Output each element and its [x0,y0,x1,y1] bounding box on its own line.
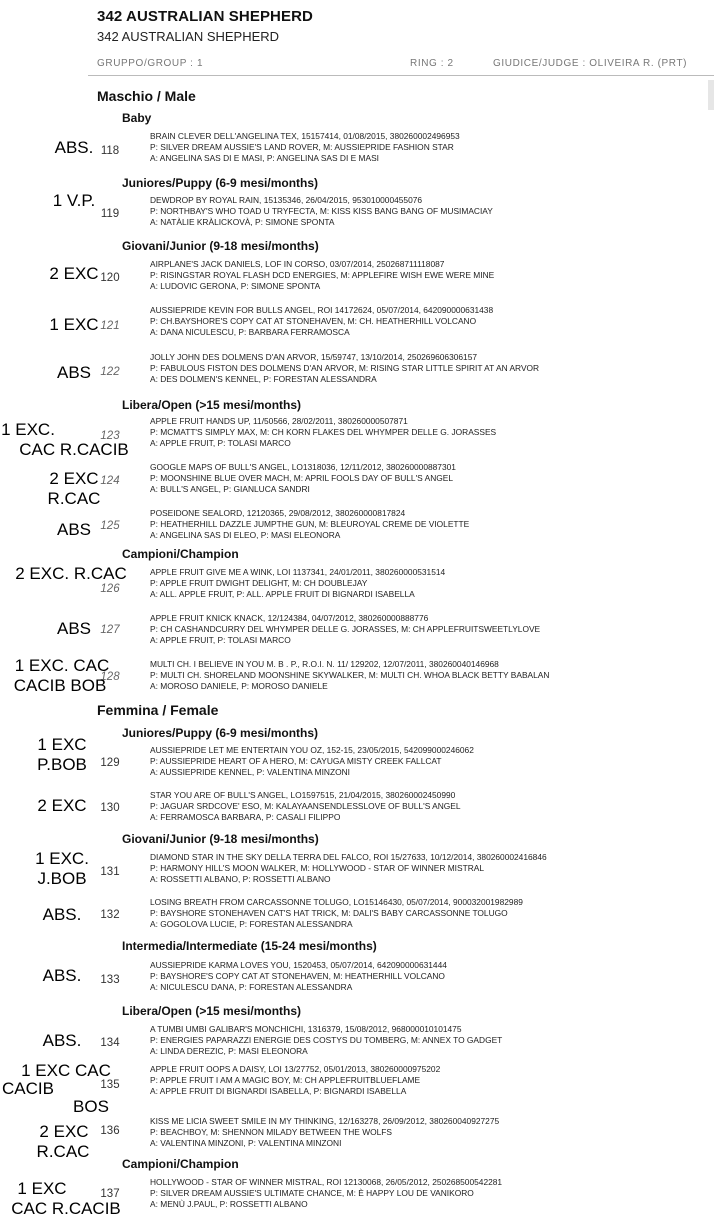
result-line: 2 EXC [37,796,87,815]
dog-name: KISS ME LICIA SWEET SMILE IN MY THINKING, 12/163278, 26/09/2012, 380260040927275 [150,1116,500,1126]
result-line: CACIB [2,1079,54,1098]
entry-number: 125 [100,520,120,532]
entry-number: 132 [100,909,120,921]
class-heading: Libera/Open (>15 mesi/months) [122,398,302,412]
dog-owner: A: GOGOLOVA LUCIE, P: FORESTAN ALESSANDRA [150,918,353,929]
entry-details [150,897,523,929]
dog-parents: P: BAYSHORE STONEHAVEN CAT'S HAT TRICK, M: DALI'S BABY CARCASSONNE TOLUGO [150,907,508,918]
entry-result [0,619,148,639]
dog-parents: P: AUSSIEPRIDE HEART OF A HERO, M: CAYUGA MISTY CREEK FALLCAT [150,755,442,766]
entry-number: 119 [100,208,120,220]
entry-number: 136 [100,1125,120,1137]
result-line: ABS [56,520,92,539]
group-label: GRUPPO/GROUP : 1 [97,58,204,69]
class-heading: Campioni/Champion [122,1157,239,1171]
entry-number: 127 [100,624,120,636]
entry-details [150,131,460,163]
dog-owner: A: NICULESCU DANA, P: FORESTAN ALESSANDRA [150,981,353,992]
result-line: 1 V.P. [52,191,96,210]
result-line: 2 EXC. R.CAC [15,564,127,583]
result-line: CACIB BOB [13,676,107,695]
dog-owner: A: ANGELINA SAS DI E MASI, P: ANGELINA SAS DI E MASI [150,152,379,163]
class-heading: Juniores/Puppy (6-9 mesi/months) [122,726,319,740]
entry-details [150,567,445,599]
entry-details [150,659,549,691]
entry-result [0,966,148,986]
entry-details [150,352,539,384]
class-heading: Libera/Open (>15 mesi/months) [122,1004,302,1018]
dog-name: AUSSIEPRIDE LET ME ENTERTAIN YOU OZ, 152-15, 23/05/2015, 542099000246062 [150,745,474,755]
result-line: CAC R.CACIB [11,1199,121,1218]
entry-result [0,735,148,775]
entry-details [150,416,496,448]
entry-result [0,363,148,383]
dog-owner: A: ROSSETTI ALBANO, P: ROSSETTI ALBANO [150,873,331,884]
entry-number: 135 [100,1079,120,1091]
entry-details [150,1064,440,1096]
dog-parents: P: SILVER DREAM AUSSIE'S ULTIMATE CHANCE, M: È HAPPY LOU DE VANIKORO [150,1187,474,1198]
entry-number: 133 [100,974,120,986]
entry-details [150,960,447,992]
result-line: 1 EXC [17,1179,67,1198]
result-line: CAC R.CACIB [19,440,129,459]
result-line: 1 EXC [37,735,87,754]
dog-name: BRAIN CLEVER DELL'ANGELINA TEX, 15157414, 01/08/2015, 380260002496953 [150,131,460,141]
entry-result [0,656,148,696]
result-line: ABS [56,363,92,382]
result-line: 2 EXC [49,469,99,488]
entry-details [150,508,469,540]
entry-number: 137 [100,1188,120,1200]
ring-label: RING : 2 [410,58,454,69]
result-line: 1 EXC. [1,420,55,439]
entry-result [0,469,148,509]
dog-name: JOLLY JOHN DES DOLMENS D'AN ARVOR, 15/59747, 13/10/2014, 250269606306157 [150,352,478,362]
result-line: 1 EXC. [35,849,89,868]
entry-details [150,745,474,777]
dog-parents: P: JAGUAR SRDCOVE' ESO, M: KALAYAANSENDLESSLOVE OF BULL'S ANGEL [150,800,461,811]
dog-parents: P: APPLE FRUIT DWIGHT DELIGHT, M: CH DOUBLEJAY [150,577,368,588]
section-female: Femmina / Female [97,702,219,718]
entry-number: 134 [100,1037,120,1049]
result-line: 1 EXC [49,315,99,334]
dog-owner: A: APPLE FRUIT, P: TOLASI MARCO [150,634,291,645]
dog-parents: P: BEACHBOY, M: SHENNON MILADY BETWEEN THE WOLFS [150,1126,392,1137]
entry-result [0,905,148,925]
dog-owner: A: AUSSIEPRIDE KENNEL, P: VALENTINA MINZONI [150,766,350,777]
entry-result [0,1031,148,1051]
dog-name: AIRPLANE'S JACK DANIELS, LOF IN CORSO, 03/07/2014, 250268711118087 [150,259,445,269]
entry-result [0,264,148,284]
entry-details [150,1024,502,1056]
entry-number: 128 [100,671,120,683]
entry-details [150,462,456,494]
dog-owner: A: BULL'S ANGEL, P: GIANLUCA SANDRI [150,483,310,494]
entry-result [0,191,148,211]
dog-owner: A: ANGELINA SAS DI ELEO, P: MASI ELEONORA [150,529,341,540]
result-line: ABS. [54,138,94,157]
entry-number: 123 [100,430,120,442]
dog-owner: A: MOROSO DANIELE, P: MOROSO DANIELE [150,680,328,691]
dog-parents: P: ENERGIES PAPARAZZI ENERGIE DES COSTYS DU TOMBERG, M: ANNEX TO GADGET [150,1034,503,1045]
dog-parents: P: APPLE FRUIT I AM A MAGIC BOY, M: CH APPLEFRUITBLUEFLAME [150,1074,421,1085]
entry-result [0,520,148,540]
entry-number: 120 [100,272,120,284]
dog-parents: P: SILVER DREAM AUSSIE'S LAND ROVER, M: AUSSIEPRIDE FASHION STAR [150,141,454,152]
result-line: 2 EXC [49,264,99,283]
class-heading: Intermedia/Intermediate (15-24 mesi/months) [122,939,377,953]
entry-number: 124 [100,475,120,487]
dog-name: DEWDROP BY ROYAL RAIN, 15135346, 26/04/2015, 953010000455076 [150,195,423,205]
result-line: P.BOB [37,755,87,774]
result-line: 2 EXC [39,1122,89,1141]
judge-label: GIUDICE/JUDGE : OLIVEIRA R. (PRT) [493,58,688,69]
entry-number: 122 [100,366,120,378]
dog-parents: P: MULTI CH. SHORELAND MOONSHINE SKYWALKER, M: MULTI CH. WHOA BLACK BETTY BABALAN [150,669,550,680]
dog-owner: A: FERRAMOSCA BARBARA, P: CASALI FILIPPO [150,811,341,822]
result-line: R.CAC [36,1142,90,1161]
dog-owner: A: DANA NICULESCU, P: BARBARA FERRAMOSCA [150,326,350,337]
class-heading: Giovani/Junior (9-18 mesi/months) [122,832,319,846]
dog-owner: A: VALENTINA MINZONI, P: VALENTINA MINZONI [150,1137,342,1148]
dog-name: A TUMBI UMBI GALIBAR'S MONCHICHI, 1316379, 15/08/2012, 968000010101475 [150,1024,462,1034]
class-heading: Campioni/Champion [122,547,239,561]
dog-owner: A: LINDA DEREZIC, P: MASI ELEONORA [150,1045,308,1056]
result-line: ABS. [42,966,82,985]
result-line: 1 EXC. CAC [14,656,110,675]
entry-details [150,1116,499,1148]
dog-name: MULTI CH. I BELIEVE IN YOU M. B . P., R.O.I. N. 11/ 129202, 12/07/2011, 380260040146968 [150,659,499,669]
entry-result [0,138,148,158]
section-male: Maschio / Male [97,88,196,104]
entry-details [150,305,493,337]
entry-result [0,420,148,460]
dog-name: APPLE FRUIT HANDS UP, 11/50566, 28/02/2011, 380260000507871 [150,416,408,426]
dog-name: HOLLYWOOD - STAR OF WINNER MISTRAL, ROI 12130068, 26/05/2012, 250268500542281 [150,1177,503,1187]
dog-owner: A: ALL. APPLE FRUIT, P: ALL. APPLE FRUIT DI BIGNARDI ISABELLA [150,588,415,599]
entry-details [150,613,540,645]
entry-details [150,790,461,822]
entry-number: 126 [100,583,120,595]
result-line: 1 EXC CAC [21,1061,111,1080]
dog-name: APPLE FRUIT OOPS A DAISY, LOI 13/27752, 05/01/2013, 380260000975202 [150,1064,441,1074]
entry-details [150,195,493,227]
entry-result [0,796,148,816]
dog-owner: A: DES DOLMEN'S KENNEL, P: FORESTAN ALESSANDRA [150,373,377,384]
dog-owner: A: NATÀLIE KRÀLICKOVÀ, P: SIMONE SPONTA [150,216,335,227]
breed-subtitle: 342 AUSTRALIAN SHEPHERD [97,29,280,44]
dog-owner: A: MENÙ J.PAUL, P: ROSSETTI ALBANO [150,1198,308,1209]
dog-name: APPLE FRUIT KNICK KNACK, 12/124384, 04/07/2012, 380260000888776 [150,613,429,623]
dog-name: APPLE FRUIT GIVE ME A WINK, LOI 1137341, 24/01/2011, 380260000531514 [150,567,446,577]
dog-parents: P: MCMATT'S SIMPLY MAX, M: CH KORN FLAKES DEL WHYMPER DELLE G. JORASSES [150,426,497,437]
dog-name: DIAMOND STAR IN THE SKY DELLA TERRA DEL FALCO, ROI 15/27633, 10/12/2014, 380260002416846 [150,852,547,862]
class-heading: Baby [122,111,152,125]
dog-parents: P: NORTHBAY'S WHO TOAD U TRYFECTA, M: KISS KISS BANG BANG OF MUSIMACIAY [150,205,493,216]
entry-details [150,259,494,291]
result-line: ABS. [42,1031,82,1050]
entry-result [0,315,148,335]
dog-owner: A: APPLE FRUIT, P: TOLASI MARCO [150,437,291,448]
entry-result [0,1179,148,1219]
dog-owner: A: APPLE FRUIT DI BIGNARDI ISABELLA, P: BIGNARDI ISABELLA [150,1085,407,1096]
dog-name: AUSSIEPRIDE KARMA LOVES YOU, 1520453, 05/07/2014, 642090000631444 [150,960,447,970]
dog-parents: P: RISINGSTAR ROYAL FLASH DCD ENERGIES, M: APPLEFIRE WISH EWE WERE MINE [150,269,495,280]
dog-name: GOOGLE MAPS OF BULL'S ANGEL, LO1318036, 12/11/2012, 380260000887301 [150,462,456,472]
dog-name: POSEIDONE SEALORD, 12120365, 29/08/2012, 380260000817824 [150,508,406,518]
dog-parents: P: CH.BAYSHORE'S COPY CAT AT STONEHAVEN, M: CH. HEATHERHILL VOLCANO [150,315,477,326]
entry-result [0,849,148,889]
dog-parents: P: HARMONY HILL'S MOON WALKER, M: HOLLYWOOD - STAR OF WINNER MISTRAL [150,862,484,873]
dog-parents: P: FABULOUS FISTON DES DOLMENS D'AN ARVOR, M: RISING STAR LITTLE SPIRIT AT AN ARVOR [150,362,540,373]
result-line: J.BOB [37,869,87,888]
dog-parents: P: MOONSHINE BLUE OVER MACH, M: APRIL FOOLS DAY OF BULL'S ANGEL [150,472,454,483]
dog-parents: P: BAYSHORE'S COPY CAT AT STONEHAVEN, M: HEATHERHILL VOLCANO [150,970,445,981]
entry-number: 130 [100,802,120,814]
entry-number: 121 [100,320,120,332]
dog-name: AUSSIEPRIDE KEVIN FOR BULLS ANGEL, ROI 14172624, 05/07/2014, 642090000631438 [150,305,494,315]
dog-parents: P: CH CASHANDCURRY DEL WHYMPER DELLE G. JORASSES, M: CH APPLEFRUITSWEETLYLOVE [150,623,541,634]
result-line: R.CAC [47,489,101,508]
entry-details [150,852,547,884]
dog-owner: A: LUDOVIC GERONA, P: SIMONE SPONTA [150,280,321,291]
header-divider [88,75,714,76]
page-edge-shadow [708,80,714,110]
entry-number: 129 [100,757,120,769]
result-line: BOS [73,1097,109,1116]
entry-result [0,564,148,584]
entry-details [150,1177,502,1209]
result-line: ABS. [42,905,82,924]
dog-name: LOSING BREATH FROM CARCASSONNE TOLUGO, LO15146430, 05/07/2014, 900032001982989 [150,897,523,907]
dog-name: STAR YOU ARE OF BULL'S ANGEL, LO1597515, 21/04/2015, 380260002450990 [150,790,456,800]
result-line: ABS [56,619,92,638]
entry-number: 118 [100,145,120,157]
class-heading: Giovani/Junior (9-18 mesi/months) [122,239,319,253]
entry-number: 131 [100,866,120,878]
class-heading: Juniores/Puppy (6-9 mesi/months) [122,176,319,190]
entry-result [0,1122,148,1162]
breed-title: 342 AUSTRALIAN SHEPHERD [97,8,313,25]
dog-parents: P: HEATHERHILL DAZZLE JUMPTHE GUN, M: BLEUROYAL CREME DE VIOLETTE [150,518,470,529]
entry-result [0,1062,148,1116]
